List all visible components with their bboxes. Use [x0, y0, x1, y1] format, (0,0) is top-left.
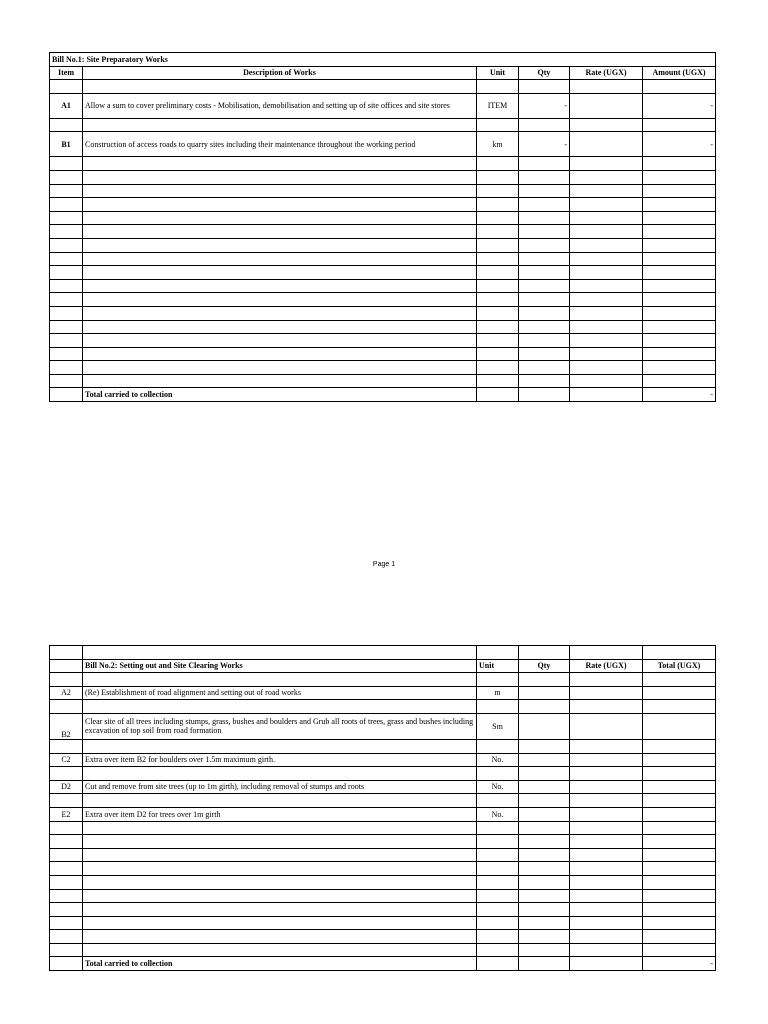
table-row — [50, 835, 716, 849]
table-row — [50, 225, 716, 239]
header-unit: Unit — [477, 66, 519, 80]
table-row — [50, 673, 716, 687]
item-rate — [570, 132, 643, 157]
item-code: B2 — [50, 713, 83, 739]
item-unit: ITEM — [477, 93, 519, 118]
table-row — [50, 903, 716, 917]
header-qty: Qty — [519, 659, 570, 673]
header-item: Item — [50, 66, 83, 80]
table-row — [50, 753, 716, 767]
table-row — [50, 700, 716, 714]
item-description: Extra over item B2 for boulders over 1.5m maximum girth. — [83, 753, 477, 767]
item-description: Allow a sum to cover preliminary costs - Mobilisation, demobilisation and setting up of site offices and site stores — [83, 93, 477, 118]
table-row — [50, 767, 716, 781]
table-row — [50, 252, 716, 266]
total-amount: - — [643, 957, 716, 971]
table-row — [50, 334, 716, 348]
total-label: Total carried to collection — [83, 388, 477, 402]
table-row — [50, 93, 716, 118]
table-row — [50, 238, 716, 252]
table-row — [50, 374, 716, 388]
bill-2-header-row — [50, 659, 716, 673]
item-description: Cut and remove from site trees (up to 1m girth), including removal of stumps and roots — [83, 780, 477, 794]
item-code: A2 — [50, 686, 83, 700]
header-rate: Rate (UGX) — [570, 659, 643, 673]
item-unit: No. — [477, 753, 519, 767]
header-total: Total (UGX) — [643, 659, 716, 673]
table-row — [50, 211, 716, 225]
table-row — [50, 184, 716, 198]
table-row — [50, 157, 716, 171]
item-description: Construction of access roads to quarry sites including their maintenance throughout the working period — [83, 132, 477, 157]
header-qty: Qty — [519, 66, 570, 80]
item-rate — [570, 93, 643, 118]
table-row — [50, 780, 716, 794]
item-code: E2 — [50, 807, 83, 821]
bill-1-table — [49, 52, 716, 402]
table-row — [50, 279, 716, 293]
bill-1-title-row — [50, 53, 716, 67]
total-amount: - — [643, 388, 716, 402]
header-rate: Rate (UGX) — [570, 66, 643, 80]
table-row — [50, 293, 716, 307]
item-code: B1 — [50, 132, 83, 157]
bill-1-total-row — [50, 388, 716, 402]
table-row — [50, 320, 716, 334]
table-row — [50, 646, 716, 660]
table-row — [50, 943, 716, 957]
item-code: D2 — [50, 780, 83, 794]
bill-2-table — [49, 645, 716, 971]
table-row — [50, 306, 716, 320]
item-qty: - — [519, 93, 570, 118]
bill-1-title: Bill No.1: Site Preparatory Works — [50, 53, 716, 67]
table-row — [50, 916, 716, 930]
table-row — [50, 170, 716, 184]
table-row — [50, 686, 716, 700]
item-amount: - — [643, 132, 716, 157]
item-unit: km — [477, 132, 519, 157]
table-row — [50, 80, 716, 94]
item-unit: No. — [477, 807, 519, 821]
item-description: (Re) Establishment of road alignment and setting out of road works — [83, 686, 477, 700]
item-code: C2 — [50, 753, 83, 767]
table-row — [50, 930, 716, 944]
table-row — [50, 794, 716, 808]
total-label: Total carried to collection — [83, 957, 477, 971]
table-row — [50, 132, 716, 157]
table-row — [50, 347, 716, 361]
table-row — [50, 266, 716, 280]
item-description: Clear site of all trees including stumps, grass, bushes and boulders and Grub all roots of trees, grass and bushes including excavation of top soil from road formation — [83, 713, 477, 739]
page-number-label: Page 1 — [372, 561, 396, 568]
table-row — [50, 807, 716, 821]
table-row — [50, 713, 716, 739]
table-row — [50, 848, 716, 862]
bill-2-total-row — [50, 957, 716, 971]
table-row — [50, 889, 716, 903]
table-row — [50, 118, 716, 132]
item-unit: m — [477, 686, 519, 700]
table-row — [50, 739, 716, 753]
table-row — [50, 361, 716, 375]
item-description: Extra over item D2 for trees over 1m girth — [83, 807, 477, 821]
item-unit: Sm — [477, 713, 519, 739]
header-unit: Unit — [477, 659, 519, 673]
table-row — [50, 862, 716, 876]
bill-1-header-row — [50, 66, 716, 80]
item-amount: - — [643, 93, 716, 118]
table-row — [50, 198, 716, 212]
item-code: A1 — [50, 93, 83, 118]
header-description: Description of Works — [83, 66, 477, 80]
item-qty: - — [519, 132, 570, 157]
table-row — [50, 821, 716, 835]
bill-2-title: Bill No.2: Setting out and Site Clearing Works — [83, 659, 477, 673]
header-amount: Amount (UGX) — [643, 66, 716, 80]
table-row — [50, 875, 716, 889]
item-unit: No. — [477, 780, 519, 794]
